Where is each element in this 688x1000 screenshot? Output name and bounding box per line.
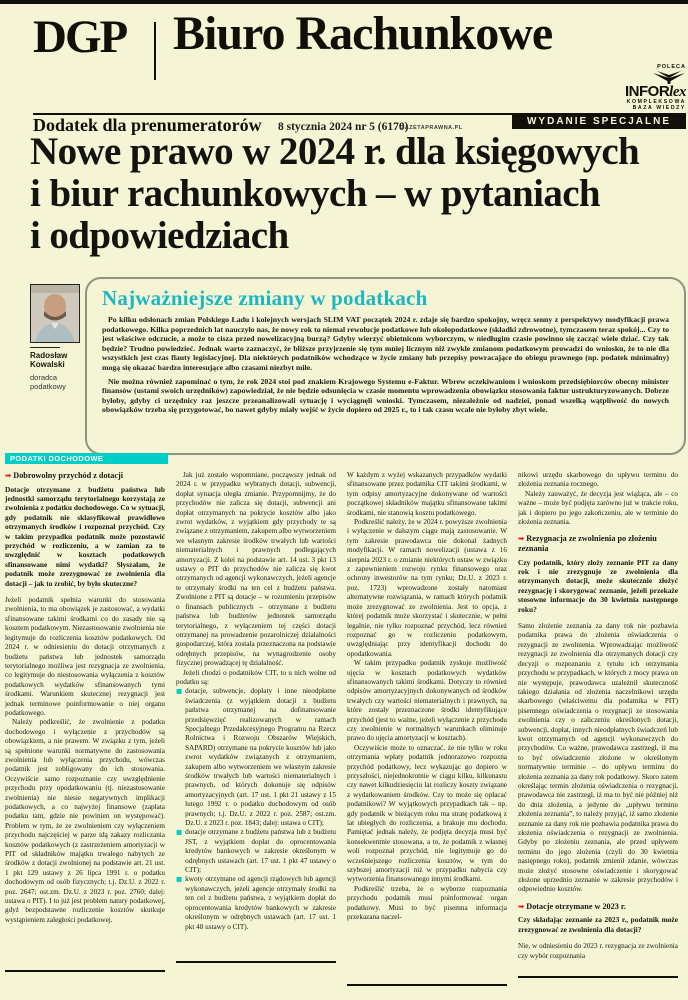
- column-end-rule: [176, 961, 336, 963]
- body-paragraph: W takim przypadku podatnik zyskuje możliwość ujęcia w kosztach podatkowych wydatków sfinansowanych takimi środkami. Dotyczy to również odpisów amortyzacyjnych dokonywanych od środków trwałych czy wartości niematerialnych i prawnych, na które zostały przeznaczone środki identyfikujące przychód (jest to ważne, jeżeli wyłączenie z przychodu czy zwolnienie w normalnych warunkach eliminuje prawo do ujęcia amortyzacji w kosztach).: [347, 659, 507, 743]
- dgp-logo: DGP: [33, 11, 127, 63]
- body-paragraph: nikowi urzędu skarbowego do upływu terminu do złożenia zeznania rocznego.: [518, 471, 678, 489]
- author-block: Radosław Kowalski doradca podatkowy: [30, 284, 82, 391]
- infor-wordmark: INFORlex: [625, 83, 686, 100]
- column-end-rule: [5, 970, 165, 972]
- body-paragraph: Podkreślić należy, że w 2024 r. powyższe zwolnienia i wyłączenie w dalszym ciągu mają zastosowanie. W tym zakresie prawodawca nie dokonał żadnych modyfikacji. W ramach nowelizacji (ustawa z 16 sierpnia 2023 r. o zmianie niektórych ustaw w związku z zapewnieniem rozwoju rynku finansowego oraz ochrony inwestorów na tym rynku; Dz.U. z 2023 r. poz. 1723) wprowadzone zostały natomiast alternatywne rozwiązania, w ramach których podatnik może zrezygnować ze zwolnienia. Jest to opcja, z której podatnik może skorzystać i skutecznie, w pełni legalnie, nie tylko rozpoznać przychód, lecz również rozpoznać go w rozliczeniu podatkowym, uwzględniając przy identyfikacji dochodu do opodatkowania.: [347, 518, 507, 658]
- top-black-strip: [0, 0, 688, 4]
- site-note: GAZETAPRAWNA.PL: [400, 125, 463, 131]
- column-1: [5, 469, 165, 987]
- question-paragraph: Czy podatnik, który złoży zeznanie PIT za dany rok i nie zrezygnuje ze zwolnienia dla otrzymanych dotacji, może skutecznie złożyć rezygnację i skorygować zeznanie, jeżeli przekaże stosowne informacje do 30 kwietnia następnego roku?: [518, 557, 678, 614]
- body-paragraph: Samo złożenie zeznania za dany rok nie pozbawia podatnika prawa do złożenia oświadczenia o rezygnacji ze zwolnienia. Wprowadzając możliwość rezygnacji ze zwolnienia dla otrzymanych dotacji czy decyzji o rozpoznaniu z tytułu ich otrzymania przychodu w przypadkach, w których z mocy prawa on nie występuje, prawodawca uzależnił skuteczność takiego działania od złożenia naczelnikowi urzędu skarbowego (właściwemu dla podatnika w PIT) pisemnego oświadczenia o rezygnacji ze stosowania zwolnienia czy o zaliczeniu określonych dotacji, subwencji, dopłat, innych nieodpłatnych świadczeń lub kwot otrzymanych od agencji wykonawczych do przychodów. Co ważne, prawodawca zastrzegł, iż ma to być oświadczenie złożone w określonym normatywnie terminie – do upływu terminu do złożenia zeznania za dany rok podatkowy. Skoro zatem określając termin złożenia oświadczenia o rezygnacji, prawodawca nie zastrzegł, iż ma to być nie później niż do dnia złożenia, a jedynie do „upływu terminu złożenia zeznania”, to należy przyjąć, iż samo złożenie zeznanie za dany rok nie pozbawia podatnika prawa do złożenia oświadczenia o rezygnacji ze zwolnienia. Gdyby po złożeniu zeznania, ale przed upływem terminu do jego złożenia (czyli do 30 kwietnia następnego roku), podatnik zmienił zdanie, wówczas może złożyć stosowne oświadczenie i skorygować złożone uprzednio zeznanie w zakresie przychodów i odpowiednio kosztów.: [518, 622, 678, 894]
- red-arrow-icon: ➡: [5, 471, 12, 480]
- special-edition-badge: WYDANIE SPECJALNE: [512, 115, 686, 129]
- body-paragraph: Jak już zostało wspomniane, począwszy jednak od 2024 r. w przypadku wybranych dotacji, subwencji, dopłat sytuacja uległa zmianie. Przypomnijmy, że do przychodów nie zalicza się dotacji, subwencji ani dopłat otrzymanych na pokrycie kosztów albo jako zwrot wydatków, z wyjątkiem gdy przychody te są związane z otrzymaniem, zakupem albo wytworzeniem we własnym zakresie środków trwałych lub wartości niematerialnych i prawnych podlegających amortyzacji. Z kolei na podstawie art. 14 ust. 3 pkt 13 ustawy o PIT do przychodów nie zalicza się kwot otrzymanych od agencji wykonawczych, jeżeli agencje te otrzymały środki na ten cel z budżetu państwa. Zwolnione z PIT są dotacje – w rozumieniu przepisów o finansach publicznych – otrzymane z budżetu państwa lub budżetów jednostek samorządu terytorialnego, z wyłączeniem tej części dotacji otrzymanej na prowadzenie pozarolniczej działalności gospodarczej, która została przeznaczona na podstawie odrębnych przepisów, na wynagrodzenie osoby fizycznej prowadzącej tę działalność.: [176, 471, 336, 668]
- column-end-rule: [347, 984, 507, 986]
- infor-logo-block: [598, 64, 686, 111]
- headline-line-1: Nowe prawo w 2024 r. dla księgowych: [30, 130, 640, 173]
- subhead-resignation-after-filing: ➡ Rezygnacja ze zwolnienia po złożeniu zeznania: [518, 534, 657, 554]
- body-paragraph: Oczywiście może to oznaczać, że nie tylko w roku otrzymania wpłaty podatnik jednorazowo rozpozna przychód podatkowy, lecz wykazując go dopiero w przyszłości, niejednokrotnie w ciągu kilku, kilkunastu czy nawet kilkudziesięciu lat rozliczy koszty związane z wydatkowaniem środków. Czy to może się opłacać podatnikowi? W wyjątkowych przypadkach tak – np. gdy podatnik w bieżącym roku ma stratę podatkową z lat ubiegłych do rozliczenia, a brakuje mu dochodu. Pamiętać jednak należy, że podjęta decyzja musi być konsekwentnie stosowana, a to, że podatnik z własnej woli rozpoznał przychód, nie legitymuje go do wcześniejszego rozliczenia kosztów, w tym do szybszej amortyzacji niż w przypadku nabycia czy wytworzenia finansowanego innymi środkami.: [347, 743, 507, 884]
- square-bullet-icon: ■: [176, 828, 183, 837]
- column-3: [347, 469, 507, 987]
- intro-paragraph-1: Po kilku odsłonach zmian Polskiego Ładu i kolejnych wersjach SLIM VAT początek 2024 r. zdaje się bardzo spokojny, wręcz senny z perspektywy modyfikacji prawa podatkowego. Kilka poprzednich lat nauczyło nas, że nowy rok to niemal rewolucje podatkowe lub okołopodatkowe (składki zdrowotne), tymczasem teraz spokój... Czy to jest właściwe odczucie, a może to cisza przed nowelizacyjną burzą? Gdyby wierzyć obietnicom wyborczym, w niedługim czasie powinno się zacząć wiele dziać. Czy tak będzie? Trudno powiedzieć. Jednak warto zaznaczyć, że bliższe przyjrzenie się tym mniej licznym niż zwykle zmianom podatkowym prowadzi do wniosku, że to nie dla wszystkich jest czas flauty legislacyjnej. Dla niektórych podatników wchodzące w życie zmiany lub przepisy powracające do obiegu prawnego (np. podatek minimalny) mogą się okazać bardzo interesujące albo czasami niezbyt miłe.: [102, 315, 669, 372]
- article-columns: [5, 469, 683, 987]
- subhead-grants-received-2023: ➡ Dotacje otrzymane w 2023 r.: [518, 901, 626, 911]
- body-paragraph: Nie, w odniesieniu do 2023 r. rezygnacja ze zwolnienia czy wybór rozpoznania: [518, 942, 678, 960]
- body-paragraph: Jeżeli chodzi o podatników CIT, to u nich wolne od podatku są:: [176, 668, 336, 686]
- intro-box: [85, 277, 686, 455]
- question-paragraph: Dotacje otrzymane z budżetu państwa lub jednostki samorządu terytorialnego korzystają ze zwolnienia z podatku dochodowego. Co w sytuacji, gdy podatnik nie sklasyfikował prawidłowo otrzymanych środków i rozpoznał przychód. Czy w takim przypadku podatnik może pozostawić przychód w rozliczeniu, a w zamian za to uwzględnić w kosztach podatkowych sfinansowane nimi wydatki? Słyszałam, że podatnik może zrezygnować ze zwolnienia dla dotacji – jak to zrobić, by było skuteczne?: [5, 484, 165, 588]
- infor-tagline-1: KOMPLEKSOWA: [626, 99, 686, 105]
- masthead-divider: [154, 22, 156, 80]
- headline-line-3: i odpowiedziach: [30, 214, 289, 257]
- section-label-income-taxes: PODATKI DOCHODOWE: [5, 453, 168, 464]
- author-portrait-graphic: [31, 285, 79, 342]
- subhead-voluntary-grant-revenue: ➡ Dobrowolny przychód z dotacji: [5, 471, 123, 480]
- author-role: doradca podatkowy: [30, 373, 66, 391]
- intro-paragraph-2: Nie można również zapominać o tym, że rok 2024 stoi pod znakiem Krajowego Systemu e-Faktur. Wbrew oczekiwaniom i wnioskom przedsiębiorców obecny minister finansów (ustami swoich urzędników) zapowiedział, że nie będzie odsunięcia w czasie momentu wprowadzenia obowiązku stosowania faktur ustrukturyzowanych. Dobrze byłoby, gdyby ci urzędnicy raz jeszcze przeanalizowali sytuację i wyciągnęli wnioski. Tymczasem, niezależnie od nadziei, ponad wszelką wątpliwość do nowych obowiązków trzeba się przygotować, bo nawet gdyby miały wejść w życie dopiero od 2025 r., to i tak czasu wcale nie byłoby zbyt wiele.: [102, 376, 669, 415]
- brand-title: Biuro Rachunkowe: [173, 7, 553, 60]
- infor-tagline-2: BAZA WIEDZY: [632, 105, 686, 111]
- bullet-item: ■ kwoty otrzymane od agencji rządowych lub agencji wykonawczych, jeżeli agencje otrzymały środki na ten cel z budżetu państwa, z wyjątkiem dopłat do oprocentowania kredytów bankowych w zakresie określonym w odrębnych ustawach (art. 17 ust. 1 pkt 48 ustawy o CIT).: [176, 875, 336, 931]
- red-arrow-icon: ➡: [518, 534, 525, 544]
- body-paragraph: Należy podkreślić, że zwolnienie z podatku dochodowego i wyłączenie z przychodów są obowiązkiem, a nie prawem. W związku z tym, jeżeli są spełnione warunki normatywne do zastosowania zwolnienia lub wyłączenia przychodu, wówczas podatnik jest zobligowany do ich stosowania. Oczywiście samo rozpoznanie czy uwzględnienie przychodu przy opodatkowaniu (tj. niezastosowanie zwolnienia) nie niesie negatywnych implikacji podatkowych, a co najwyżej finansowe (zapłata podatku tam, gdzie nie powinien on występować). Problem w tym, że ze zwolnieniem czy wyłączeniem przychodu najczęściej w parze idą zakazy rozliczania kosztów podatkowych (z zastrzeżeniem amortyzacji w PIT od składników majątku trwałego nabytych ze środków z dotacji zwolnionej na podstawie art. 21 ust. 1 pkt 129 ustawy z 26 lipca 1991 r. o podatku dochodowym od osób fizycznych; t.j. Dz.U. z 2022 r. poz. 2647; ost.zm. Dz.U. z 2023 r. poz. 2760; dalej: ustawa o PIT). I to już jest problem natury podatkowej, gdyż bezpodstawne rozliczenie kosztów skutkuje wystąpieniem zaległości podatkowej.: [5, 718, 165, 924]
- author-name: Radosław: [30, 351, 68, 360]
- bullet-item: ■ dotacje, subwencje, dopłaty i inne nieodpłatne świadczenia (z wyjątkiem dotacji z budżetu państwa otrzymanej na dofinansowanie przedsięwzięć realizowanych w ramach Specjalnego Przedakcesyjnego Programu na Rzecz Rolnictwa i Rozwoju Obszarów Wiejskich, SAPARD) otrzymane na pokrycie kosztów lub jako zwrot wydatków związanych z otrzymaniem, zakupem albo wytworzeniem we własnym zakresie środków trwałych lub wartości niematerialnych i prawnych, od których dokonuje się odpisów amortyzacyjnych (art. 17 ust. 1 pkt 21 ustawy z 15 lutego 1992 r. o podatku dochodowym od osób prawnych; t.j. Dz.U. z 2022 r. poz. 2587; ost.zm. Dz.U. z 2023 r. poz. 1843; dalej: ustawa o CIT);: [176, 687, 336, 828]
- column-2: [176, 469, 336, 987]
- main-headline: [30, 131, 680, 257]
- headline-line-2: i biur rachunkowych – w pytaniach: [30, 172, 601, 215]
- author-underline: [30, 347, 60, 348]
- date-issue: 8 stycznia 2024 nr 5 (6170): [278, 121, 409, 133]
- body-paragraph: W każdym z wyżej wskazanych przypadków wydatki sfinansowane przez podatnika CIT takimi środkami, w tym odpisy amortyzacyjne dokonywane od wartości początkowej składników majątku sfinansowane takimi środkami, nie stanowią kosztu podatkowego.: [347, 471, 507, 517]
- bullet-item: ■ dotacje otrzymane z budżetu państwa lub z budżetu JST, z wyjątkiem dopłat do oprocentowania kredytów bankowych w zakresie określonym w odrębnych ustawach (art. 17 ust. 1 pkt 47 ustawy o CIT);: [176, 828, 336, 875]
- body-paragraph: Podkreślić trzeba, że o wyborze rozpoznania przychodu podatnik musi poinformować organ podatkowy. Musi to być pisemna informacja przekazana naczel-: [347, 884, 507, 922]
- body-paragraph: Należy zauważyć, że decyzja jest wiążąca, ale – co ważne – może być podjęta zarówno już w trakcie roku, jak i dopiero po jego zakończeniu, ale w terminie do złożenia zeznania.: [518, 489, 678, 527]
- author-photo: [30, 284, 80, 343]
- square-bullet-icon: ■: [176, 875, 183, 884]
- question-paragraph: Czy składając zeznanie za 2023 r., podatnik może zrezygnować ze zwolnienia dla dotacji?: [518, 915, 678, 934]
- intro-title: Najważniejsze zmiany w podatkach: [102, 286, 428, 310]
- red-arrow-icon: ➡: [518, 901, 525, 911]
- column-end-rule: [518, 976, 678, 978]
- column-4: [518, 469, 678, 987]
- subscriber-supplement-label: Dodatek dla prenumeratorów: [33, 115, 262, 135]
- square-bullet-icon: ■: [176, 687, 183, 696]
- poleca-label: POLECA: [657, 64, 686, 70]
- body-paragraph: Jeżeli podatnik spełnia warunki do stosowania zwolnienia, to ma obowiązek je zastosować, a wydatki sfinansowane takimi środkami co do zasady nie są kosztem podatkowym. Niezastosowanie zwolnienia nie legitymuje do rozliczenia kosztów podatkowych. Od 2024 r. w odniesieniu do dotacji otrzymanych z budżetu państwa lub jednostek samorządu terytorialnego możliwa jest rezygnacja ze zwolnienia, co legitymuje do niestosowania wyłączenia z kosztów podatkowych wydatków sfinansowanych tymi środkami. Warunkiem skutecznej rezygnacji jest jednak terminowe poinformowanie o niej organu podatkowego.: [5, 596, 165, 717]
